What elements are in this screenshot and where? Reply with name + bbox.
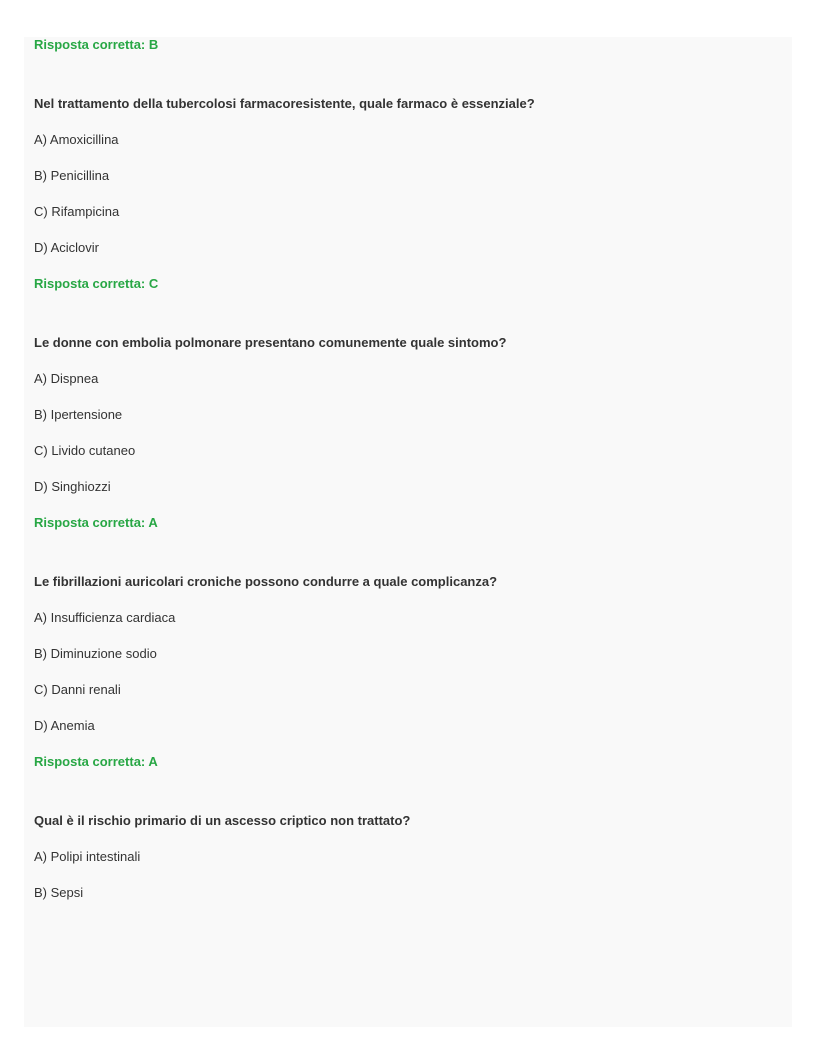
question-block	[34, 96, 792, 292]
answer-option: B) Penicillina	[34, 168, 110, 183]
correct-answer: Risposta corretta: A	[34, 515, 158, 530]
answer-option: B) Sepsi	[34, 885, 84, 900]
question-block	[34, 335, 792, 531]
question-text: Le fibrillazioni auricolari croniche possono condurre a quale complicanza?	[34, 574, 498, 589]
answer-option: D) Aciclovir	[34, 240, 100, 255]
answer-option: B) Diminuzione sodio	[34, 646, 157, 661]
question-block	[34, 574, 792, 770]
answer-option: A) Polipi intestinali	[34, 849, 141, 864]
correct-answer: Risposta corretta: B	[34, 37, 159, 52]
correct-answer: Risposta corretta: C	[34, 276, 159, 291]
question-text: Qual è il rischio primario di un ascesso criptico non trattato?	[34, 813, 411, 828]
answer-option: D) Anemia	[34, 718, 95, 733]
question-text: Le donne con embolia polmonare presentano comunemente quale sintomo?	[34, 335, 507, 350]
quiz-panel	[24, 37, 792, 1027]
answer-option: C) Danni renali	[34, 682, 121, 697]
question-text: Nel trattamento della tubercolosi farmacoresistente, quale farmaco è essenziale?	[34, 96, 535, 111]
answer-option: D) Singhiozzi	[34, 479, 111, 494]
answer-option: C) Livido cutaneo	[34, 443, 136, 458]
answer-option: A) Amoxicillina	[34, 132, 119, 147]
question-block	[34, 813, 792, 901]
answer-option: A) Dispnea	[34, 371, 99, 386]
answer-option: C) Rifampicina	[34, 204, 120, 219]
answer-option: B) Ipertensione	[34, 407, 123, 422]
correct-answer: Risposta corretta: A	[34, 754, 158, 769]
answer-option: A) Insufficienza cardiaca	[34, 610, 176, 625]
